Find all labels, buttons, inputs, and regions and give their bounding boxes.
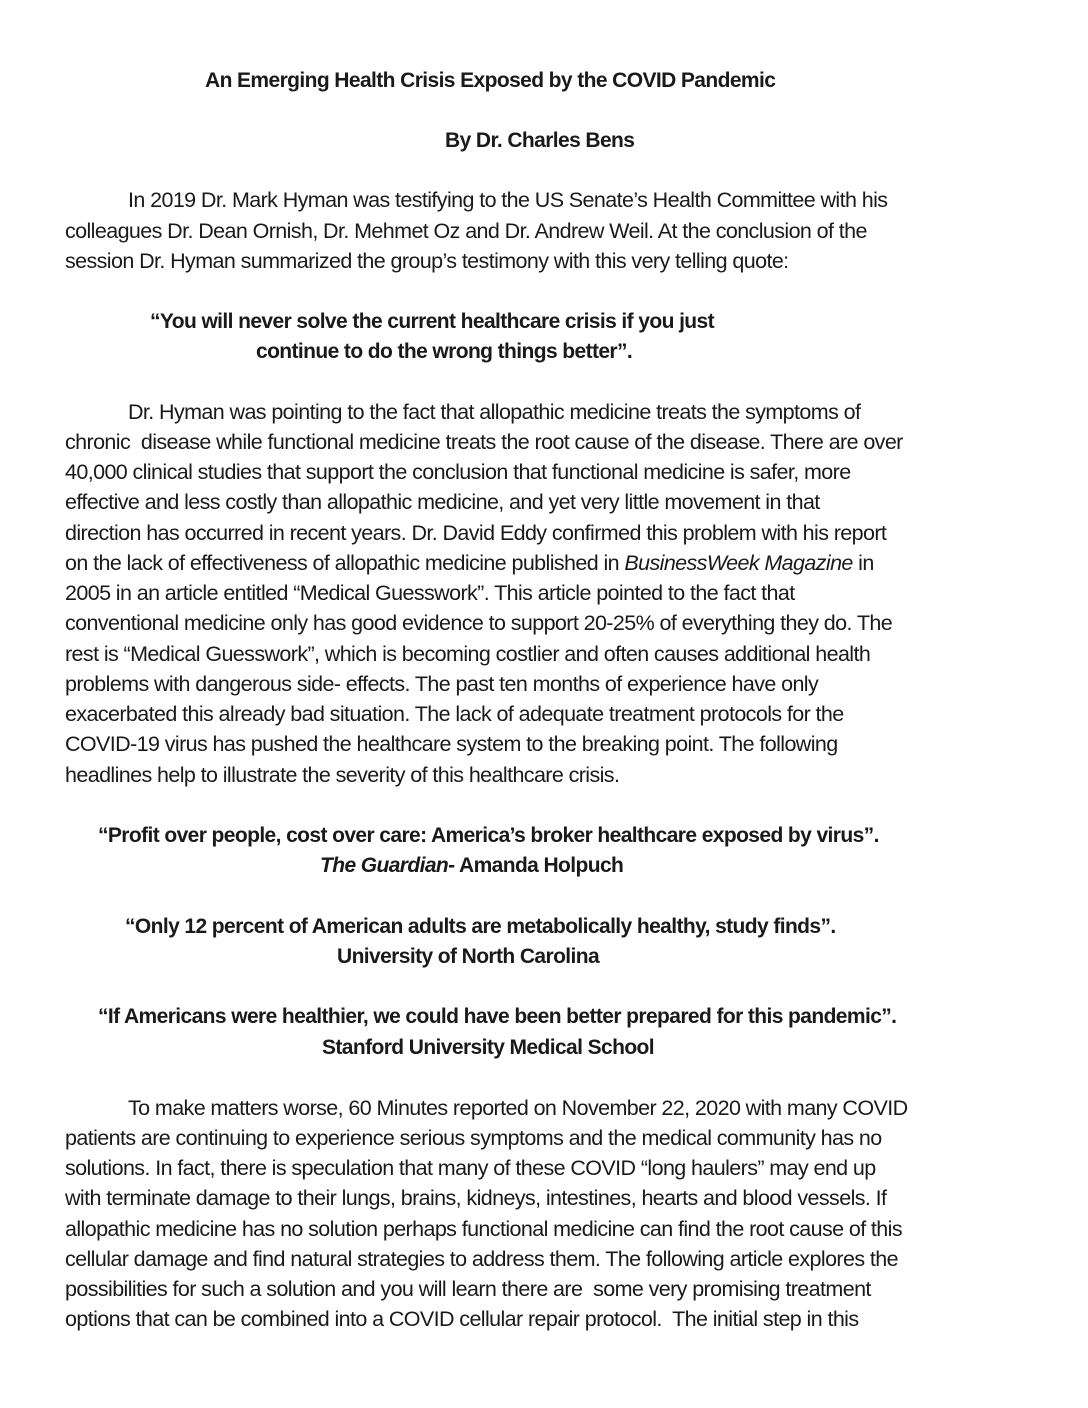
- paragraph-line: To make matters worse, 60 Minutes reported on November 22, 2020 with many COVID: [128, 1096, 908, 1120]
- paragraph-line: rest is “Medical Guesswork”, which is becoming costlier and often causes additional health: [65, 642, 871, 666]
- paragraph-line: In 2019 Dr. Mark Hyman was testifying to the US Senate’s Health Committee with his: [128, 188, 888, 212]
- paragraph-line: options that can be combined into a COVID cellular repair protocol. The initial step in this: [65, 1307, 859, 1331]
- paragraph-text: in: [852, 551, 874, 575]
- paragraph-line: solutions. In fact, there is speculation that many of these COVID “long haulers” may end up: [65, 1156, 876, 1180]
- headline-quote: “Only 12 percent of American adults are metabolically healthy, study finds”.: [125, 915, 836, 938]
- quote-line: continue to do the wrong things better”.: [256, 340, 633, 363]
- paragraph-line: patients are continuing to experience serious symptoms and the medical community has no: [65, 1126, 882, 1150]
- paragraph-line: 2005 in an article entitled “Medical Guesswork”. This article pointed to the fact that: [65, 581, 795, 605]
- paragraph-line: chronic disease while functional medicine treats the root cause of the disease. There are over: [65, 430, 903, 454]
- paragraph-line: [65, 548, 874, 578]
- document-byline: By Dr. Charles Bens: [445, 129, 635, 152]
- headline-quote: “Profit over people, cost over care: America’s broker healthcare exposed by virus”.: [98, 824, 879, 847]
- paragraph-line: with terminate damage to their lungs, brains, kidneys, intestines, hearts and blood vessels. If: [65, 1186, 887, 1210]
- paragraph-line: possibilities for such a solution and you will learn there are some very promising treatment: [65, 1277, 871, 1301]
- quote-line: “You will never solve the current healthcare crisis if you just: [150, 310, 715, 333]
- headline-source: University of North Carolina: [337, 945, 600, 968]
- headline-quote: “If Americans were healthier, we could have been better prepared for this pandemic”.: [98, 1005, 897, 1028]
- paragraph-line: session Dr. Hyman summarized the group’s testimony with this very telling quote:: [65, 249, 789, 273]
- paragraph-line: colleagues Dr. Dean Ornish, Dr. Mehmet Oz and Dr. Andrew Weil. At the conclusion of the: [65, 219, 867, 243]
- paragraph-line: effective and less costly than allopathic medicine, and yet very little movement in that: [65, 490, 820, 514]
- paragraph-line: conventional medicine only has good evidence to support 20-25% of everything they do. The: [65, 611, 893, 635]
- headline-source: Stanford University Medical School: [322, 1036, 655, 1059]
- paragraph-text: on the lack of effectiveness of allopathic medicine published in: [65, 551, 625, 575]
- document-title: An Emerging Health Crisis Exposed by the COVID Pandemic: [205, 69, 776, 92]
- paragraph-line: direction has occurred in recent years. Dr. David Eddy confirmed this problem with his report: [65, 521, 887, 545]
- paragraph-line: cellular damage and find natural strategies to address them. The following article explores the: [65, 1247, 898, 1271]
- headline-publication: The Guardian: [320, 854, 449, 877]
- publication-name: BusinessWeek Magazine: [624, 551, 853, 575]
- paragraph-line: 40,000 clinical studies that support the conclusion that functional medicine is safer, more: [65, 460, 851, 484]
- paragraph-line: problems with dangerous side- effects. The past ten months of experience have only: [65, 672, 819, 696]
- paragraph-line: headlines help to illustrate the severity of this healthcare crisis.: [65, 763, 620, 787]
- paragraph-line: Dr. Hyman was pointing to the fact that allopathic medicine treats the symptoms of: [128, 400, 861, 424]
- headline-author: - Amanda Holpuch: [448, 854, 624, 877]
- headline-source: [320, 851, 623, 881]
- paragraph-line: allopathic medicine has no solution perhaps functional medicine can find the root cause of this: [65, 1217, 902, 1241]
- paragraph-line: exacerbated this already bad situation. The lack of adequate treatment protocols for the: [65, 702, 844, 726]
- paragraph-line: COVID-19 virus has pushed the healthcare system to the breaking point. The following: [65, 732, 838, 756]
